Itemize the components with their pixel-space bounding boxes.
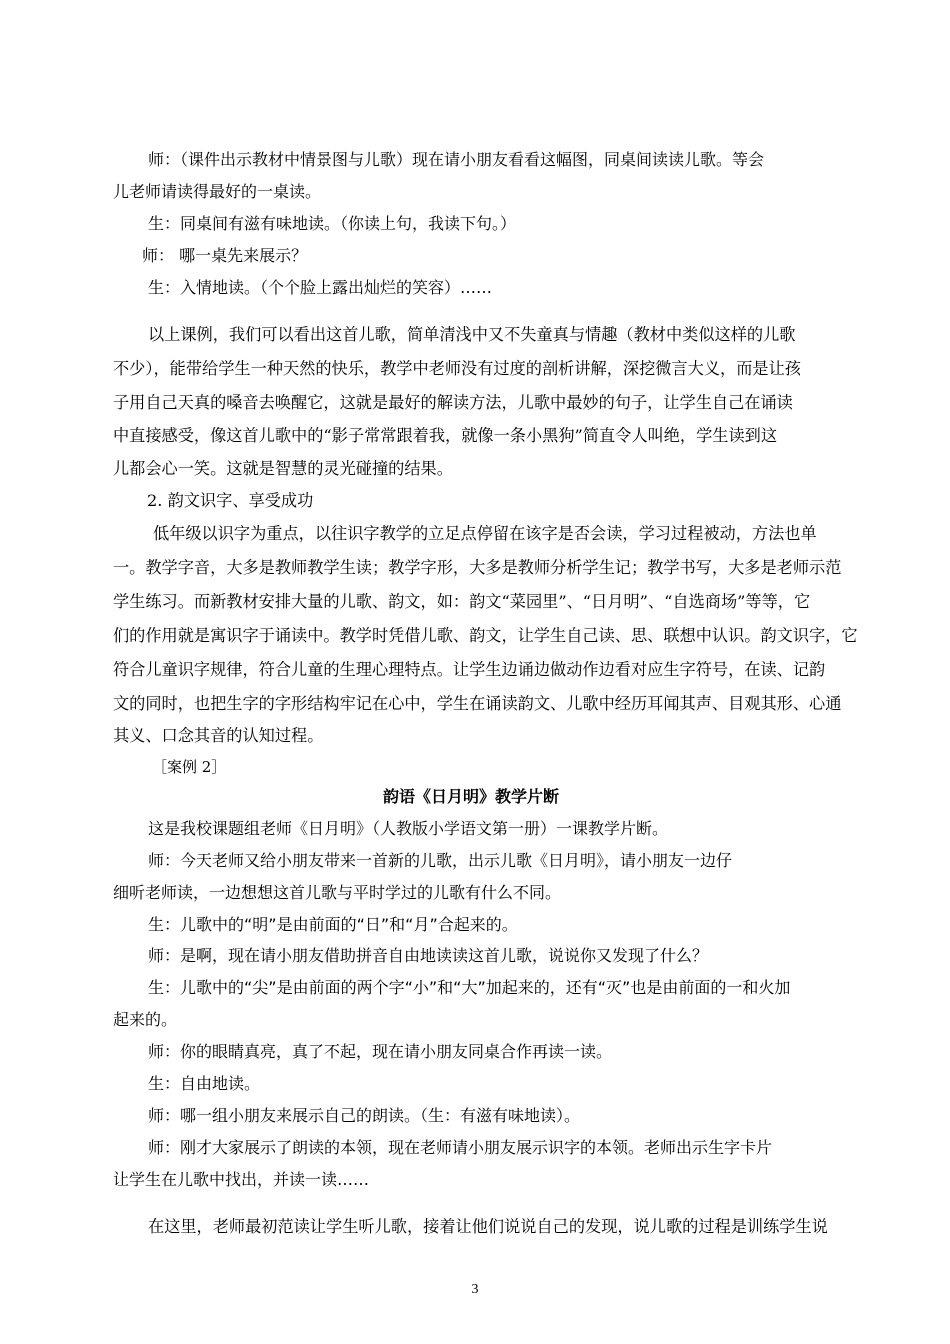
dialogue-line: 师：你的眼睛真亮，真了不起，现在请小朋友同桌合作再读一读。 — [148, 1042, 613, 1061]
dialogue-line: 这是我校课题组老师《日月明》（人教版小学语文第一册）一课教学片断。 — [148, 819, 669, 838]
paragraph-line: 以上课例，我们可以看出这首儿歌，简单清浅中又不失童真与情趣（教材中类似这样的儿歌 — [148, 325, 796, 344]
paragraph-line: 一。教学字音，大多是教师教学生读；教学字形，大多是教师分析学生记；教学书写，大多是老师示范 — [113, 558, 842, 577]
section-heading: 2. 韵文识字、享受成功 — [147, 491, 314, 510]
dialogue-line: 细听老师读，一边想想这首儿歌与平时学过的儿歌有什么不同。 — [113, 883, 562, 902]
dialogue-line: 生：儿歌中的“明”是由前面的“日”和“月”合起来的。 — [148, 915, 518, 934]
paragraph-line: 在这里，老师最初范读让学生听儿歌，接着让他们说说自己的发现，说儿歌的过程是训练学生说 — [148, 1217, 828, 1236]
paragraph-line: 符合儿童识字规律，符合儿童的生理心理特点。让学生边诵边做动作边看对应生字符号，在读、记韵 — [113, 660, 826, 679]
dialogue-line: 儿老师请读得最好的一桌读。 — [113, 182, 322, 201]
paragraph-line: 子用自己天真的嗓音去唤醒它，这就是最好的解读方法，儿歌中最妙的句子，让学生自己在诵读 — [113, 393, 793, 412]
paragraph-line: 文的同时，也把生字的字形结构牢记在心中，学生在诵读韵文、儿歌中经历耳闻其声、目观其形、心通 — [113, 694, 842, 713]
dialogue-line: 师：刚才大家展示了朗读的本领，现在老师请小朋友展示识字的本领。老师出示生字卡片 — [148, 1138, 773, 1157]
case-label: ［案例 2］ — [152, 758, 227, 776]
page-number: 3 — [471, 1282, 479, 1297]
dialogue-line: 师： 哪一桌先来展示？ — [142, 246, 308, 265]
paragraph-line: 儿都会心一笑。这就是智慧的灵光碰撞的结果。 — [113, 459, 453, 478]
dialogue-line: 生：自由地读。 — [148, 1074, 261, 1093]
case-title: 韵语《日月明》教学片断 — [383, 787, 560, 806]
paragraph-line: 不少），能带给学生一种天然的快乐，教学中老师没有过度的剖析讲解，深挖微言大义，而是让孩 — [113, 359, 801, 378]
dialogue-line: 让学生在儿歌中找出，并读一读…… — [113, 1170, 370, 1189]
paragraph-line: 学生练习。而新教材安排大量的儿歌、韵文，如：韵文“菜园里”、“日月明”、“自选商场”等等，它 — [113, 592, 811, 611]
paragraph-line: 中直接感受，像这首儿歌中的“影子常常跟着我，就像一条小黑狗”简直令人叫绝，学生读到这 — [113, 426, 778, 445]
dialogue-line: 师：今天老师又给小朋友带来一首新的儿歌，出示儿歌《日月明》，请小朋友一边仔 — [148, 851, 733, 870]
dialogue-line: 师：是啊，现在请小朋友借助拼音自由地读读这首儿歌，说说你又发现了什么？ — [148, 946, 709, 965]
dialogue-line: 师：（课件出示教材中情景图与儿歌）现在请小朋友看看这幅图，同桌间读读儿歌。等会 — [148, 150, 765, 169]
dialogue-line: 起来的。 — [113, 1010, 178, 1029]
paragraph-line: 其义、口念其音的认知过程。 — [113, 726, 324, 745]
paragraph-line: 们的作用就是寓识字于诵读中。教学时凭借儿歌、韵文，让学生自己读、思、联想中认识。韵文识字，它 — [113, 626, 858, 645]
dialogue-line: 师：哪一组小朋友来展示自己的朗读。（生：有滋有味地读）。 — [148, 1106, 581, 1125]
dialogue-line: 生：同桌间有滋有味地读。（你读上句，我读下句。） — [148, 214, 517, 233]
dialogue-line: 生：入情地读。（个个脸上露出灿烂的笑容）…… — [148, 278, 493, 297]
paragraph-line: 低年级以识字为重点，以往识字教学的立足点停留在该字是否会读，学习过程被动，方法也单 — [153, 524, 817, 543]
dialogue-line: 生：儿歌中的“尖”是由前面的两个字“小”和“大”加起来的，还有“灭”也是由前面的一和火加 — [148, 978, 791, 997]
